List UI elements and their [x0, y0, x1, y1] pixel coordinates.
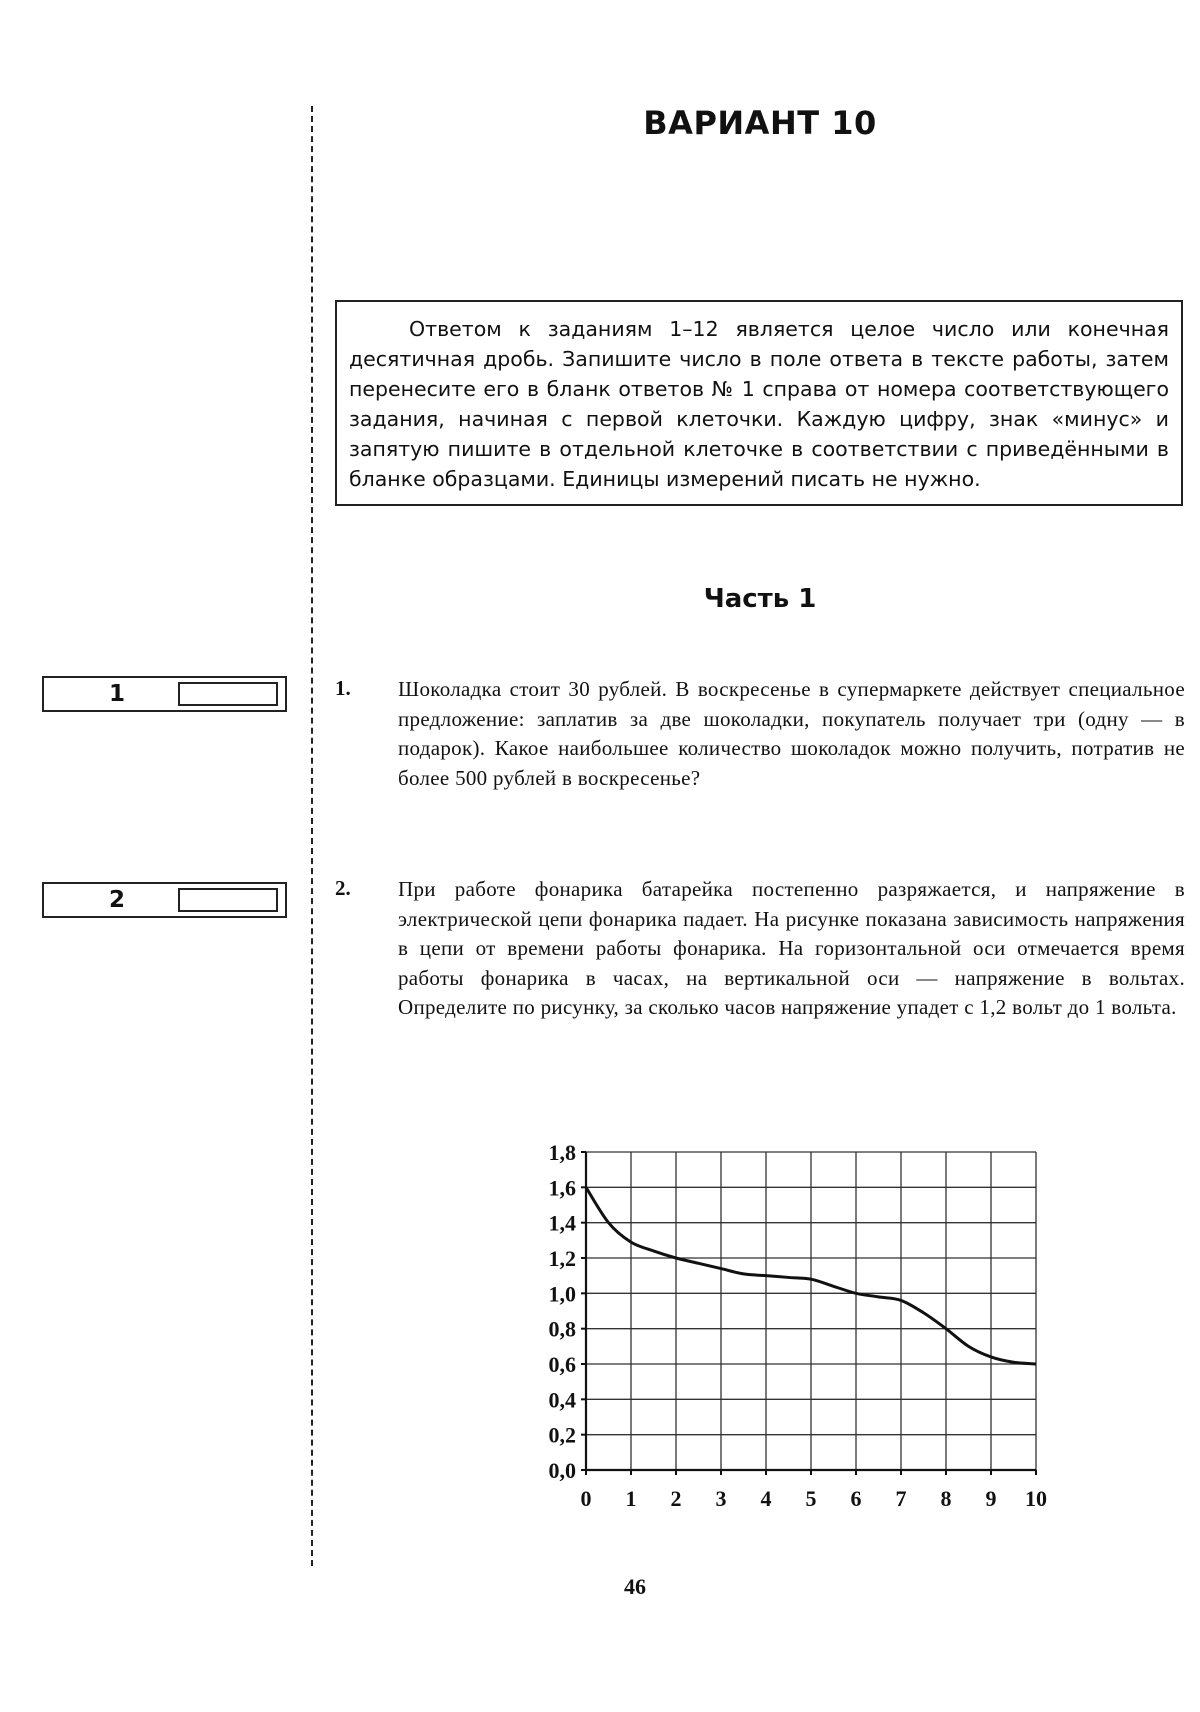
x-tick-label: 3 [715, 1486, 727, 1511]
y-tick-label: 1,4 [548, 1210, 576, 1236]
page-number: 46 [624, 1574, 646, 1599]
x-tick-label: 7 [895, 1486, 907, 1511]
y-tick-label: 0,8 [548, 1316, 576, 1342]
answer-input-cell[interactable] [178, 682, 278, 706]
x-tick-label: 6 [850, 1486, 862, 1511]
answer-input-cell[interactable] [178, 888, 278, 912]
x-tick-label: 0 [580, 1486, 592, 1511]
task-2-text: При работе фонарика батарейка постепенно разряжается, и напряжение в электрической цепи фонарика падает. На рисунке показана зависимость напряжения в цепи от времени работы фонарика. На горизонтальной оси отмечается время работы фонарика в часах, на вертикальной оси — напряжение в вольтах. Определите по рисунку, за сколько часов напряжение упадет с 1,2 вольт до 1 вольта. [398, 877, 1185, 1019]
instructions-box: Ответом к заданиям 1–12 является целое число или конечная десятичная дробь. Запишите число в поле ответа в тексте работы, затем перенесите его в бланк ответов № 1 справа от номера соответствующего задания, начиная с первой клеточки. Каждую цифру, знак «минус» и запятую пишите в отдельной клеточке в соответствии с приведёнными в бланке образцами. Единицы измерений писать не нужно. [335, 300, 1183, 506]
y-tick-label: 1,8 [548, 1140, 576, 1165]
answer-field-1 [42, 676, 287, 712]
x-tick-label: 10 [1025, 1486, 1047, 1511]
chart-x-ticks [581, 1470, 1048, 1511]
y-tick-label: 0,2 [548, 1422, 576, 1448]
answer-field-number: 1 [108, 681, 125, 707]
answer-field-2 [42, 882, 287, 918]
y-tick-label: 0,4 [548, 1387, 576, 1413]
x-tick-label: 8 [940, 1486, 952, 1511]
y-tick-label: 0,6 [548, 1352, 576, 1377]
page-title: ВАРИАНТ 10 [643, 104, 877, 142]
y-tick-label: 1,0 [548, 1281, 576, 1307]
y-tick-label: 0,0 [548, 1458, 576, 1483]
answer-field-number: 2 [108, 887, 125, 913]
task-2-number: 2. [335, 876, 351, 900]
y-tick-label: 1,6 [548, 1175, 576, 1201]
x-tick-label: 5 [805, 1486, 817, 1511]
chart-grid [586, 1152, 1036, 1470]
task-1-number: 1. [335, 676, 351, 700]
task-1-text: Шоколадка стоит 30 рублей. В воскресенье в супермаркете действует специальное предложение: заплатив за две шоколадки, покупатель получает три (одну — в подарок). Какое наибольшее количество шоколадок можно получить, потратив не более 500 рублей в воскресенье? [398, 677, 1185, 790]
x-tick-label: 9 [985, 1486, 997, 1511]
part-title: Часть 1 [703, 584, 817, 614]
x-tick-label: 1 [625, 1486, 637, 1511]
y-tick-label: 1,2 [548, 1246, 576, 1271]
x-tick-label: 2 [670, 1486, 682, 1511]
cut-line [311, 106, 313, 1566]
x-tick-label: 4 [760, 1486, 772, 1511]
chart-y-ticks [549, 1140, 587, 1483]
voltage-chart [520, 1135, 1060, 1515]
